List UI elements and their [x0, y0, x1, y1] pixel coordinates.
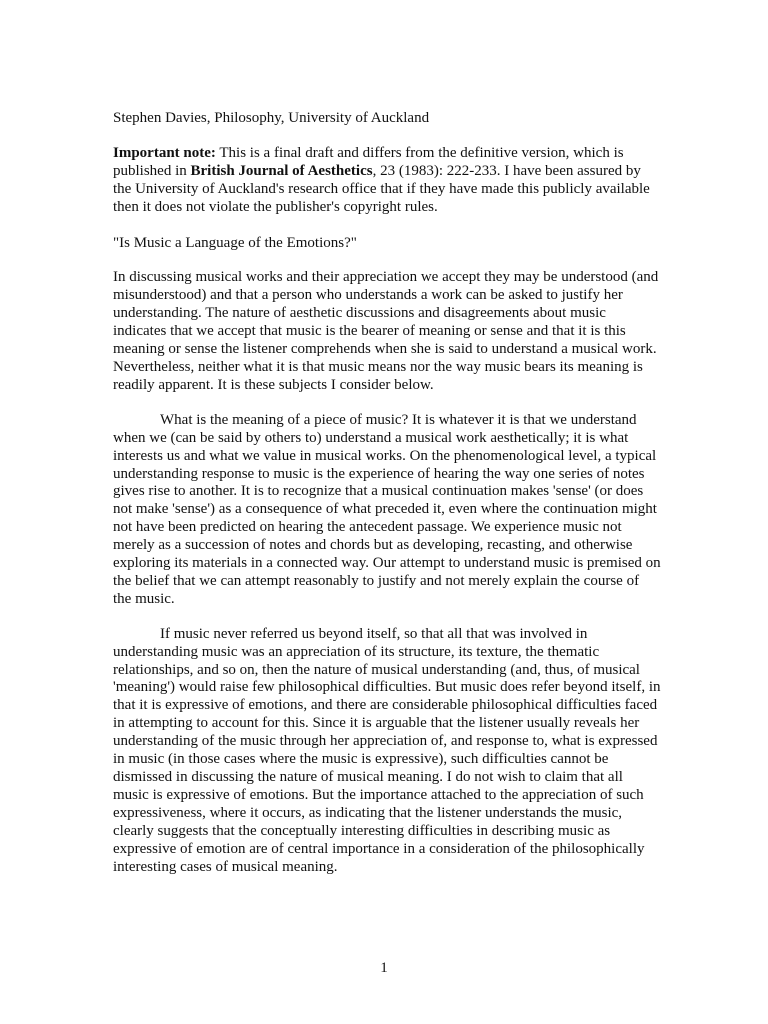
article-title: "Is Music a Language of the Emotions?" [113, 234, 357, 251]
paragraph-3: If music never referred us beyond itself, so that all that was involved in understanding music was an appreciation of its structure, its texture, the thematic relationships, and so on, then the nature of musical understanding (and, thus, of musical 'meaning') would raise few philosophical difficulties. But music does refer beyond itself, in that it is expressive of emotions, and there are considerable philosophical difficulties faced in attempting to account for this. Since it is arguable that the listener usually reveals her understanding of the music through her appreciation of, and response to, what is expressed in music (in those cases where the music is expressive), such difficulties cannot be dismissed in discussing the nature of musical meaning. I do not wish to claim that all music is expressive of emotions. But the importance attached to the appreciation of such expressiveness, where it occurs, as indicating that the listener understands the music, clearly suggests that the conceptually interesting difficulties in describing music as expressive of emotion are of central importance in a consideration of the philosophically interesting cases of musical meaning. [113, 625, 661, 875]
note-text-after-journal: , 23 (1983): 222-233. I have been assured by the University of Auckland's research office that if they have made this publicly available then it does not violate the publisher's copyright rules. [113, 162, 650, 215]
paragraph-2: What is the meaning of a piece of music? It is whatever it is that we understand when we (can be said by others to) understand a musical work aesthetically; it is what interests us and what we value in musical works. On the phenomenological level, a typical understanding response to music is the experience of hearing the way one series of notes gives rise to another. It is to recognize that a musical continuation makes 'sense' (or does not make 'sense') as a consequence of what preceded it, even where the continuation might not have been predicted on hearing the antecedent passage. We experience music not merely as a succession of notes and chords but as developing, recasting, and otherwise exploring its materials in a connected way. Our attempt to understand music is premised on the belief that we can attempt reasonably to justify and not merely explain the course of the music. [113, 411, 661, 607]
important-note-label: Important note: [113, 144, 216, 161]
paragraph-1: In discussing musical works and their appreciation we accept they may be understood (and misunderstood) and that a person who understands a work can be asked to justify her understanding. The nature of aesthetic discussions and disagreements about music indicates that we accept that music is the bearer of meaning or sense and that it is this meaning or sense the listener comprehends when she is said to understand a musical work. Nevertheless, neither what it is that music means nor the way music bears its meaning is readily apparent. It is these subjects I consider below. [113, 269, 659, 393]
note-text-before-journal: This is a final draft and differs from the definitive version, which is published in [113, 144, 624, 179]
journal-name: British Journal of Aesthetics [190, 162, 373, 179]
author-affiliation: Stephen Davies, Philosophy, University of Auckland [113, 110, 430, 126]
page-number: 1 [380, 960, 388, 976]
important-note [113, 145, 661, 217]
document-page [113, 110, 661, 876]
